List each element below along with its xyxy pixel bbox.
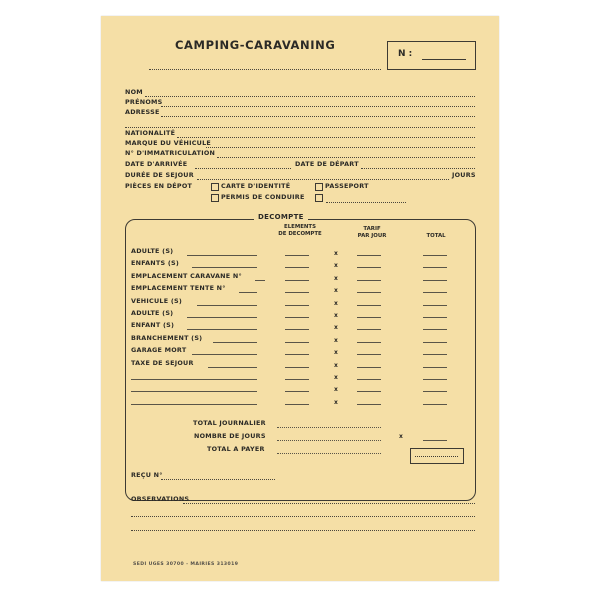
- decompte-row-label-line[interactable]: [197, 305, 257, 306]
- decompte-row-multiply-sign: x: [334, 299, 338, 307]
- checkbox-permis[interactable]: [211, 194, 219, 202]
- decompte-row-multiply-sign: x: [334, 398, 338, 406]
- decompte-row-multiply-sign: x: [334, 287, 338, 295]
- decompte-row-multiply-sign: x: [334, 374, 338, 381]
- decompte-row-total[interactable]: [423, 267, 447, 268]
- field-date-depart[interactable]: [361, 168, 475, 169]
- decompte-row-label: GARAGE MORT: [131, 346, 187, 355]
- decompte-row-multiply-sign: x: [334, 349, 338, 357]
- decompte-row-tarif[interactable]: [357, 342, 381, 343]
- decompte-row-tarif[interactable]: [357, 404, 381, 405]
- decompte-row-total[interactable]: [423, 367, 447, 368]
- number-label: N :: [398, 49, 413, 59]
- decompte-row-elements[interactable]: [285, 317, 309, 318]
- decompte-row-total[interactable]: [423, 292, 447, 293]
- decompte-row-label-line[interactable]: [187, 329, 257, 330]
- decompte-row-multiply-sign: x: [334, 274, 338, 282]
- field-nombre-jours[interactable]: [277, 440, 381, 441]
- field-date-arrivee[interactable]: [195, 168, 291, 169]
- label-total-journalier: TOTAL JOURNALIER: [193, 419, 266, 427]
- label-immatriculation: N° D'IMMATRICULATION: [125, 149, 216, 157]
- decompte-row-label-line[interactable]: [213, 342, 257, 343]
- field-recu[interactable]: [161, 479, 275, 480]
- label-adresse: ADRESSE: [125, 108, 160, 116]
- field-prenoms[interactable]: [161, 106, 475, 107]
- field-adresse-2[interactable]: [125, 127, 475, 128]
- label-carte-identite: CARTE D'IDENTITÉ: [221, 182, 291, 190]
- decompte-row-blank-line[interactable]: [131, 391, 257, 392]
- field-observations-2[interactable]: [131, 516, 475, 517]
- decompte-row-label: ENFANT (S): [131, 321, 175, 330]
- decompte-row-blank-line[interactable]: [131, 404, 257, 405]
- label-nom: NOM: [125, 88, 143, 96]
- decompte-row-multiply-sign: x: [334, 324, 338, 332]
- decompte-row-tarif[interactable]: [357, 292, 381, 293]
- decompte-row-multiply-sign: x: [334, 312, 338, 319]
- decompte-row-elements[interactable]: [285, 292, 309, 293]
- field-nom[interactable]: [145, 96, 475, 97]
- decompte-row-tarif[interactable]: [357, 367, 381, 368]
- footer-printer: SEDI UGES 30700 - MAIRIES 313019: [133, 562, 239, 567]
- decompte-row-elements[interactable]: [285, 255, 309, 256]
- field-observations-1[interactable]: [183, 503, 475, 504]
- field-total-journalier[interactable]: [277, 427, 381, 428]
- label-nationalite: NATIONALITÉ: [125, 129, 176, 137]
- decompte-row-blank-line[interactable]: [131, 379, 257, 380]
- decompte-row-tarif[interactable]: [357, 317, 381, 318]
- col-total: TOTAL: [426, 233, 446, 239]
- field-duree[interactable]: [197, 179, 449, 180]
- decompte-row-label: EMPLACEMENT CARAVANE N°: [131, 271, 242, 280]
- decompte-row-multiply-sign: x: [334, 336, 338, 344]
- decompte-row-label-line[interactable]: [192, 354, 257, 355]
- decompte-row-multiply-sign: x: [334, 250, 338, 257]
- label-total-payer: TOTAL A PAYER: [207, 445, 265, 453]
- field-adresse[interactable]: [161, 116, 475, 117]
- decompte-row-total[interactable]: [423, 280, 447, 281]
- decompte-row-total[interactable]: [423, 329, 447, 330]
- label-observations: OBSERVATIONS: [131, 495, 190, 503]
- decompte-row-tarif[interactable]: [357, 267, 381, 268]
- label-prenoms: PRÉNOMS: [125, 98, 163, 106]
- decompte-row-label-line[interactable]: [192, 267, 257, 268]
- decompte-row-elements[interactable]: [285, 404, 309, 405]
- label-jours: JOURS: [452, 171, 476, 179]
- checkbox-passeport[interactable]: [315, 183, 323, 191]
- checkbox-carte-identite[interactable]: [211, 183, 219, 191]
- checkbox-other[interactable]: [315, 194, 323, 202]
- total-a-payer-line: [415, 456, 458, 457]
- decompte-row-label: EMPLACEMENT TENTE N°: [131, 284, 226, 293]
- col-elements: [275, 224, 325, 238]
- decompte-row-label-line[interactable]: [255, 280, 265, 281]
- field-nationalite[interactable]: [177, 137, 475, 138]
- decompte-row-total[interactable]: [423, 391, 447, 392]
- decompte-row-elements[interactable]: [285, 305, 309, 306]
- decompte-row-total[interactable]: [423, 379, 447, 380]
- decompte-row-total[interactable]: [423, 404, 447, 405]
- decompte-row-tarif[interactable]: [357, 329, 381, 330]
- decompte-row-elements[interactable]: [285, 267, 309, 268]
- decompte-title: DECOMPTE: [254, 213, 308, 221]
- decompte-row-tarif[interactable]: [357, 280, 381, 281]
- field-immatriculation[interactable]: [217, 157, 475, 158]
- total-a-payer-box[interactable]: [410, 448, 464, 464]
- decompte-row-total[interactable]: [423, 342, 447, 343]
- decompte-row-label: ENFANTS (S): [131, 259, 180, 268]
- decompte-row-tarif[interactable]: [357, 379, 381, 380]
- label-nombre-jours: NOMBRE DE JOURS: [194, 432, 266, 440]
- decompte-row-elements[interactable]: [285, 342, 309, 343]
- decompte-row-tarif[interactable]: [357, 255, 381, 256]
- label-duree: DURÉE DE SEJOUR: [125, 171, 194, 179]
- field-marque[interactable]: [206, 147, 475, 148]
- multiply-sign-jours: x: [399, 433, 403, 440]
- decompte-row-elements[interactable]: [285, 354, 309, 355]
- decompte-row-label: ADULTE (S): [131, 309, 174, 317]
- col-tarif: [349, 226, 395, 240]
- label-date-depart: DATE DE DÉPART: [295, 160, 359, 168]
- decompte-row-label-line[interactable]: [187, 255, 257, 256]
- decompte-row-multiply-sign: x: [334, 262, 338, 270]
- label-passeport: PASSEPORT: [325, 182, 369, 190]
- number-line: [422, 59, 466, 60]
- label-permis: PERMIS DE CONDUIRE: [221, 193, 305, 201]
- field-observations-3[interactable]: [131, 530, 475, 531]
- field-other-piece[interactable]: [326, 202, 406, 203]
- decompte-row-total[interactable]: [423, 255, 447, 256]
- decompte-row-label-line[interactable]: [239, 292, 257, 293]
- label-marque: MARQUE DU VÉHICULE: [125, 139, 212, 147]
- decompte-row-total[interactable]: [423, 317, 447, 318]
- form-title: CAMPING-CARAVANING: [175, 38, 336, 52]
- decompte-row-elements[interactable]: [285, 329, 309, 330]
- title-underline: [149, 69, 381, 70]
- decompte-row-total[interactable]: [423, 305, 447, 306]
- field-nombre-jours-total[interactable]: [423, 440, 447, 441]
- label-recu: REÇU N°: [131, 471, 163, 479]
- decompte-row-label: TAXE DE SEJOUR: [131, 358, 194, 367]
- decompte-row-elements[interactable]: [285, 367, 309, 368]
- decompte-row-label: ADULTE (S): [131, 247, 174, 255]
- decompte-row-total[interactable]: [423, 354, 447, 355]
- decompte-row-label-line[interactable]: [208, 367, 257, 368]
- number-box[interactable]: [387, 41, 476, 70]
- col-elements-line2: DE DECOMPTE: [278, 231, 322, 237]
- decompte-row-elements[interactable]: [285, 379, 309, 380]
- col-tarif-line1: TARIF: [363, 226, 381, 232]
- col-tarif-line2: PAR JOUR: [357, 233, 387, 239]
- label-date-arrivee: DATE D'ARRIVÉE: [125, 160, 188, 168]
- decompte-row-tarif[interactable]: [357, 305, 381, 306]
- decompte-row-multiply-sign: x: [334, 386, 338, 394]
- decompte-row-label: VEHICULE (S): [131, 296, 183, 305]
- form-sheet: [101, 16, 499, 581]
- field-total-payer[interactable]: [277, 453, 381, 454]
- decompte-row-tarif[interactable]: [357, 354, 381, 355]
- label-pieces: PIÈCES EN DÉPOT: [125, 182, 193, 190]
- decompte-row-elements[interactable]: [285, 391, 309, 392]
- decompte-row-elements[interactable]: [285, 280, 309, 281]
- decompte-row-label: BRANCHEMENT (S): [131, 333, 203, 342]
- decompte-row-label-line[interactable]: [187, 317, 257, 318]
- decompte-row-tarif[interactable]: [357, 391, 381, 392]
- col-elements-line1: ELEMENTS: [284, 224, 316, 230]
- decompte-row-multiply-sign: x: [334, 361, 338, 369]
